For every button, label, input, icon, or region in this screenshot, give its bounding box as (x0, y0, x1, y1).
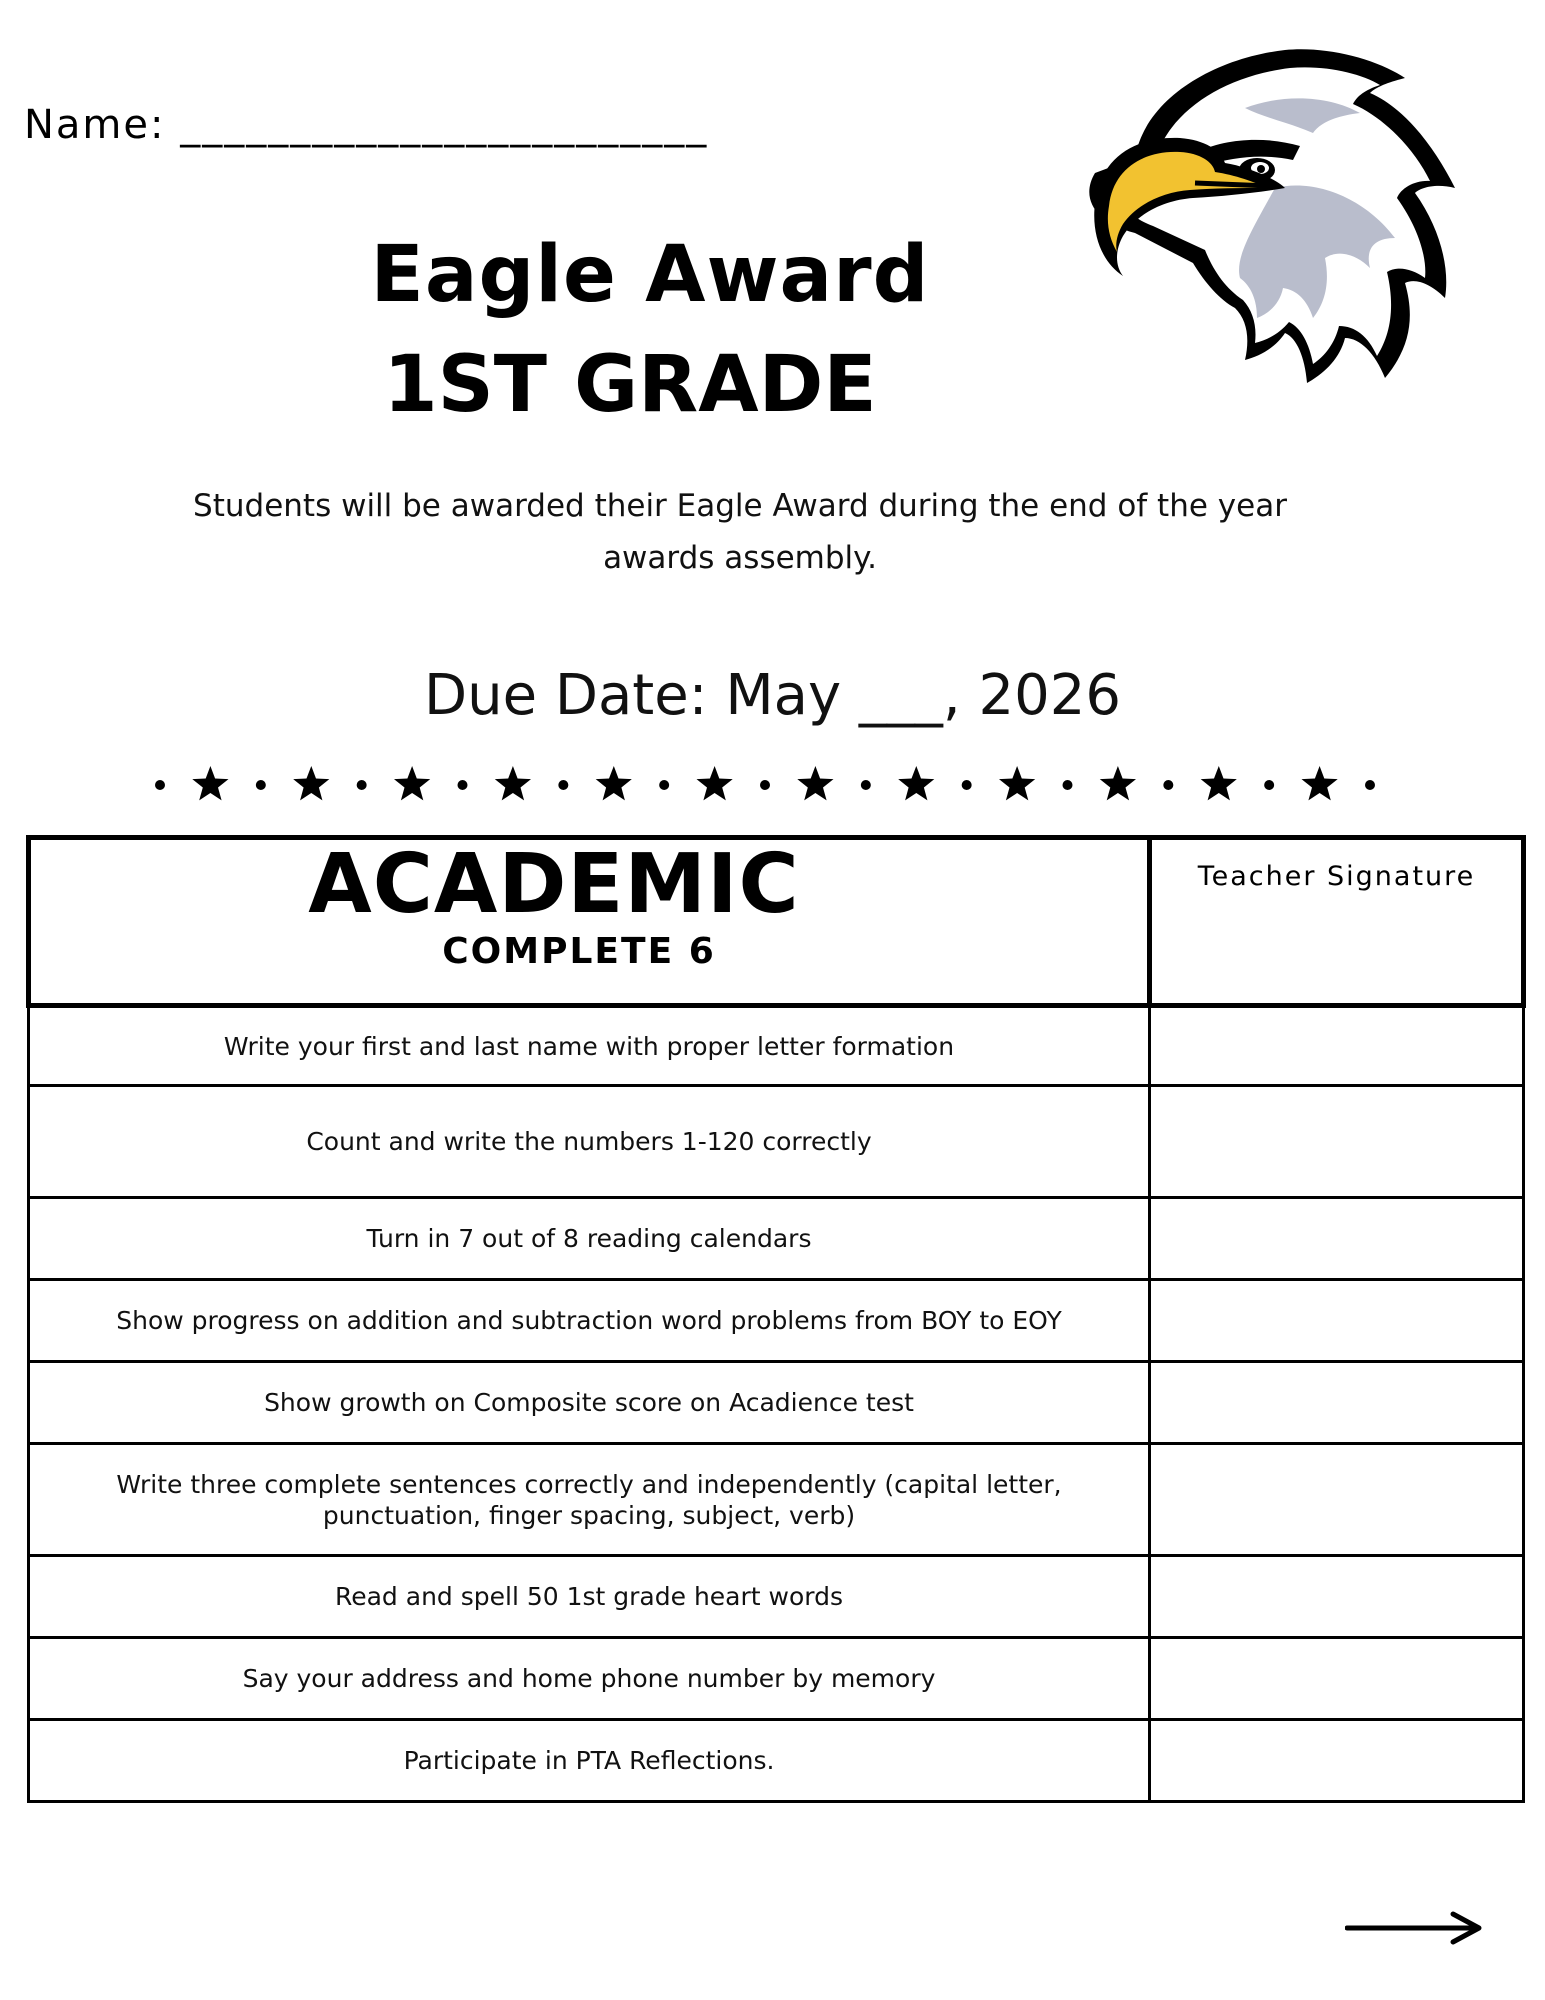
signature-cell[interactable] (1150, 1556, 1524, 1638)
due-date: Due Date: May ___, 2026 (423, 663, 1122, 728)
table-row (29, 1638, 1524, 1720)
divider-star (293, 766, 329, 800)
task-cell: Read and spell 50 1st grade heart words (29, 1556, 1150, 1638)
divider-dot (1063, 780, 1073, 790)
eagle-head-icon (1075, 38, 1465, 393)
divider-star (1201, 766, 1237, 800)
table-row (29, 1280, 1524, 1362)
signature-cell[interactable] (1150, 1444, 1524, 1556)
star-dot-divider (150, 760, 1380, 810)
divider-star (192, 766, 228, 800)
divider-star (394, 766, 430, 800)
table-header-row (29, 838, 1524, 1006)
divider-star (999, 766, 1035, 800)
signature-cell[interactable] (1150, 1006, 1524, 1086)
section-header-cell (29, 838, 1150, 1006)
task-cell: Show progress on addition and subtraction word problems from BOY to EOY (29, 1280, 1150, 1362)
name-field-label: Name: ________________________ (24, 102, 709, 148)
divider-dot (659, 780, 669, 790)
divider-dot (155, 780, 165, 790)
divider-star (898, 766, 934, 800)
task-cell: Count and write the numbers 1-120 correctly (29, 1086, 1150, 1198)
signature-cell[interactable] (1150, 1198, 1524, 1280)
award-title: Eagle Award (370, 230, 930, 320)
task-cell: Write your first and last name with proper letter formation (29, 1006, 1150, 1086)
task-cell: Show growth on Composite score on Acadience test (29, 1362, 1150, 1444)
divider-dot (861, 780, 871, 790)
divider-star (1302, 766, 1338, 800)
divider-star (495, 766, 531, 800)
right-arrow-icon[interactable] (1345, 1908, 1485, 1948)
divider-dot (962, 780, 972, 790)
divider-dot (458, 780, 468, 790)
divider-dot (558, 780, 568, 790)
signature-cell[interactable] (1150, 1362, 1524, 1444)
divider-dot (1365, 780, 1375, 790)
task-cell: Turn in 7 out of 8 reading calendars (29, 1198, 1150, 1280)
section-subtitle: COMPLETE 6 (442, 931, 716, 972)
task-cell: Participate in PTA Reflections. (29, 1720, 1150, 1802)
divider-dot (1163, 780, 1173, 790)
signature-cell[interactable] (1150, 1638, 1524, 1720)
section-title: ACADEMIC (308, 837, 800, 932)
signature-cell[interactable] (1150, 1720, 1524, 1802)
table-row (29, 1006, 1524, 1086)
task-cell: Say your address and home phone number by memory (29, 1638, 1150, 1720)
divider-dot (760, 780, 770, 790)
divider-star (697, 766, 733, 800)
teacher-signature-header: Teacher Signature (1150, 838, 1524, 1006)
divider-dot (256, 780, 266, 790)
table-row (29, 1444, 1524, 1556)
table-row (29, 1362, 1524, 1444)
divider-dot (357, 780, 367, 790)
table-row (29, 1198, 1524, 1280)
grade-title: 1ST GRADE (383, 340, 877, 430)
table-row (29, 1086, 1524, 1198)
signature-cell[interactable] (1150, 1280, 1524, 1362)
divider-star (1100, 766, 1136, 800)
signature-cell[interactable] (1150, 1086, 1524, 1198)
divider-star (596, 766, 632, 800)
task-cell: Write three complete sentences correctly and independently (capital letter, punctuation, finger spacing, subject, verb) (29, 1444, 1150, 1556)
table-row (29, 1720, 1524, 1802)
divider-dot (1264, 780, 1274, 790)
table-row (29, 1556, 1524, 1638)
intro-text: Students will be awarded their Eagle Award during the end of the year awards assembly. (193, 488, 1287, 576)
award-checklist-table (26, 835, 1526, 1803)
divider-star (797, 766, 833, 800)
